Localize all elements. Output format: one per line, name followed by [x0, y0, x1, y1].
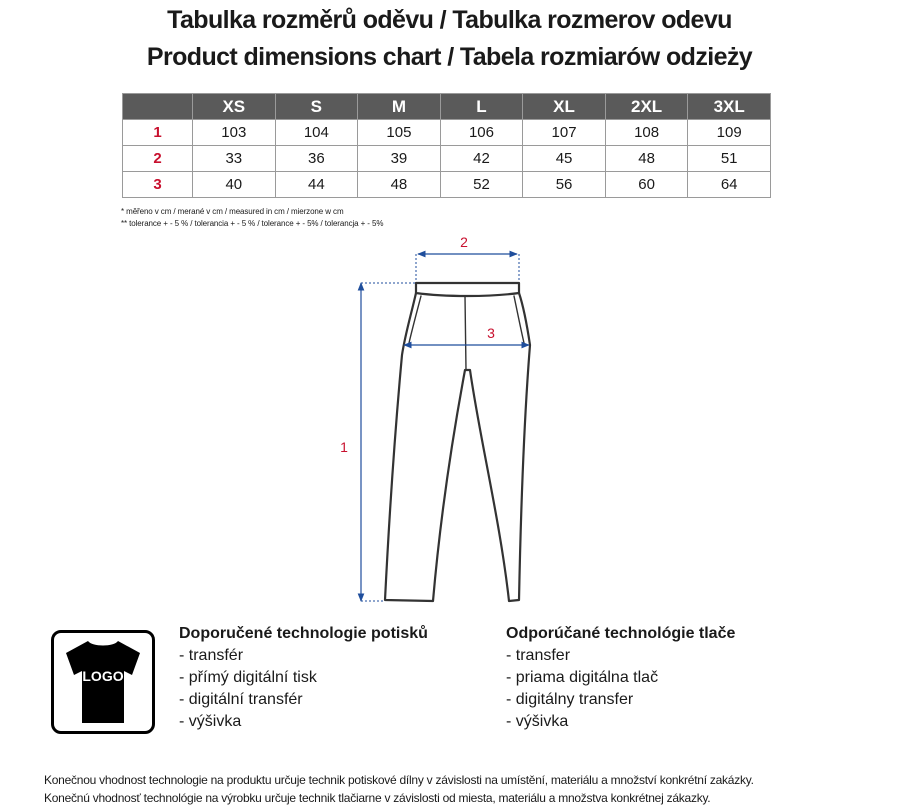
row-label: 2 [123, 146, 193, 172]
table-cell: 39 [358, 146, 441, 172]
table-cell: 64 [688, 172, 771, 198]
list-item: - digitální transfér [179, 691, 303, 708]
list-item: - výšivka [506, 713, 569, 730]
table-cell: 44 [275, 172, 358, 198]
measure-label-3: 3 [487, 325, 495, 341]
table-cell: 45 [523, 146, 606, 172]
table-header-size: 3XL [688, 94, 771, 120]
list-item: - priama digitálna tlač [506, 669, 659, 686]
footer-note-sk: Konečnú vhodnosť technológie na výrobku určuje technik tlačiarne v závislosti od miesta, materiálu a množstva konkrétnej zákazky. [44, 791, 711, 805]
table-header-size: XL [523, 94, 606, 120]
list-item: - transfér [179, 647, 244, 664]
table-cell: 40 [193, 172, 276, 198]
table-header-size: XS [193, 94, 276, 120]
page-title-line-2: Product dimensions chart / Tabela rozmiarów odzieży [146, 43, 753, 71]
table-cell: 48 [358, 172, 441, 198]
measure-label-2: 2 [460, 234, 468, 250]
table-cell: 48 [605, 146, 688, 172]
table-cell: 107 [523, 120, 606, 146]
table-cell: 104 [275, 120, 358, 146]
table-cell: 103 [193, 120, 276, 146]
list-item: - transfer [506, 647, 571, 664]
table-cell: 109 [688, 120, 771, 146]
print-tech-cz-heading: Doporučené technologie potisků [179, 625, 428, 642]
measure-label-1: 1 [340, 439, 348, 455]
table-cell: 33 [193, 146, 276, 172]
tolerance-note: ** tolerance + - 5 % / tolerancia + - 5 % / tolerance + - 5% / tolerancja + - 5% [121, 219, 384, 228]
table-cell: 51 [688, 146, 771, 172]
footer-note-cz: Konečnou vhodnost technologie na produktu určuje technik potiskové dílny v závislosti na umístění, materiálu a množství konkrétní zakázky. [44, 773, 754, 787]
table-cell: 36 [275, 146, 358, 172]
print-tech-cz [179, 623, 428, 733]
table-cell: 108 [605, 120, 688, 146]
row-label: 1 [123, 120, 193, 146]
logo-text: LOGO [82, 668, 124, 684]
logo-print-badge [51, 630, 155, 734]
table-cell: 60 [605, 172, 688, 198]
table-cell: 106 [440, 120, 523, 146]
row-label: 3 [123, 172, 193, 198]
print-tech-sk-heading: Odporúčané technológie tlače [506, 625, 736, 642]
list-item: - digitálny transfer [506, 691, 634, 708]
table-cell: 42 [440, 146, 523, 172]
list-item: - výšivka [179, 713, 242, 730]
table-header-size: 2XL [605, 94, 688, 120]
table-header-size: M [358, 94, 441, 120]
page-title-line-1: Tabulka rozměrů oděvu / Tabulka rozmerov odevu [167, 6, 732, 34]
print-tech-sk [506, 623, 735, 733]
pants-outline-icon [385, 283, 530, 601]
table-cell: 56 [523, 172, 606, 198]
list-item: - přímý digitální tisk [179, 669, 317, 686]
table-cell: 105 [358, 120, 441, 146]
table-header-size: S [275, 94, 358, 120]
measurement-note: * měřeno v cm / merané v cm / measured in cm / mierzone w cm [121, 207, 344, 216]
table-header-size: L [440, 94, 523, 120]
table-cell: 52 [440, 172, 523, 198]
